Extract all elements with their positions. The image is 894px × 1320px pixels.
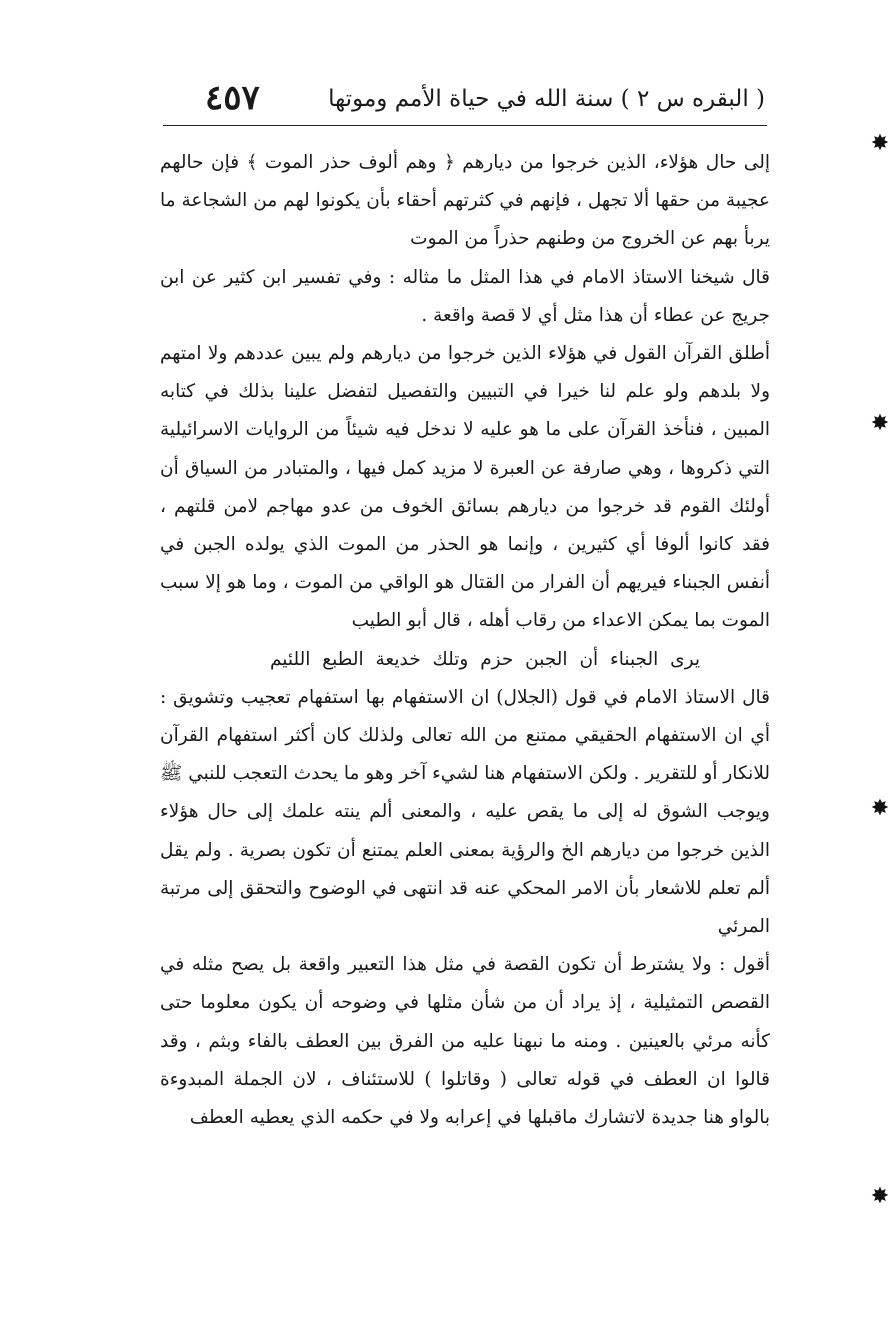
- paragraph-5: أقول : ولا يشترط أن تكون القصة في مثل هذا التعبير واقعة بل يصح مثله في القصص التمثيلية ، إذ يراد أن من شأن مثلها في وضوحه أن يكون معلوما حتى كأنه مرئي بالعينين . ومنه ما نبهنا عليه من الفرق بين العطف بالفاء وبثم ، وقد قالوا ان العطف في قوله تعالى ( وقاتلوا ) للاستئناف ، لان الجملة المبدوءة بالواو هنا جديدة لاتشارك ماقبلها في إعرابه ولا في حكمه الذي يعطيه العطف: [160, 954, 770, 1129]
- paragraph-2: قال شيخنا الاستاذ الامام في هذا المثل ما مثاله : وفي تفسير ابن كثير عن ابن جريج عن عطاء أن هذا مثل أي لا قصة واقعة .: [160, 266, 770, 326]
- body-text: [160, 144, 770, 1137]
- bullet-mark-icon: ✸: [870, 411, 890, 436]
- page-number: ٤٥٧: [205, 78, 260, 118]
- header-divider: [163, 125, 767, 126]
- poetry-verse: يرى الجبناء أن الجبن حزم وتلك خديعة الطبع اللئيم: [269, 648, 700, 670]
- running-title: ( البقره س ٢ ) سنة الله في حياة الأمم وموتها: [328, 86, 765, 112]
- page-header: [165, 78, 765, 122]
- paragraph-4: قال الاستاذ الامام في قول (الجلال) ان الاستفهام بها استفهام تعجيب وتشويق : أي ان الاستفهام الحقيقي ممتنع من الله تعالى ولذلك كان أكثر استفهام القرآن للانكار أو للتقرير . ولكن الاستفهام هنا لشيء آخر وهو ما يحدث التعجب للنبي ﷺ ويوجب الشوق له إلى ما يقص عليه ، والمعنى ألم ينته علمك إلى حال هؤلاء الذين خرجوا من ديارهم الخ والرؤية بمعنى العلم يمتنع أن تكون بصرية . ولم يقل ألم تعلم للاشعار بأن الامر المحكي عنه قد انتهى في الوضوح والتحقق إلى مرتبة المرئي: [160, 686, 770, 938]
- bullet-mark-icon: ✸: [870, 131, 890, 156]
- bullet-mark-icon: ✸: [870, 796, 890, 821]
- paragraph-3: أطلق القرآن القول في هؤلاء الذين خرجوا من ديارهم ولم يبين عددهم ولا امتهم ولا بلدهم ولو علم لنا خيرا في التبيين والتفصيل لتفضل علينا بذلك في كتابه المبين ، فنأخذ القرآن على ما هو عليه لا ندخل فيه شيئاً من الروايات الاسرائيلية التي ذكروها ، وهي صارفة عن العبرة لا مزيد كمل فيها ، والمتبادر من السياق أن أولئك القوم قد خرجوا من ديارهم بسائق الخوف من عدو مهاجم لامن قلتهم ، فقد كانوا ألوفا أي كثيرين ، وإنما هو الحذر من الموت الذي يولده الجبن في أنفس الجبناء فيريهم أن الفرار من القتال هو الواقي من الموت ، وما هو إلا سبب الموت بما يمكن الاعداء من رقاب أهله ، قال أبو الطيب: [160, 343, 770, 632]
- paragraph-1: إلى حال هؤلاء، الذين خرجوا من ديارهم ﴿ وهم ألوف حذر الموت ﴾ فإن حالهم عجيبة من حقها ألا تجهل ، فإنهم في كثرتهم أحقاء بأن يكونوا لهم من الشجاعة ما يربأ بهم عن الخروج من وطنهم حذراً من الموت: [160, 152, 770, 250]
- bullet-mark-icon: ✸: [870, 1184, 890, 1209]
